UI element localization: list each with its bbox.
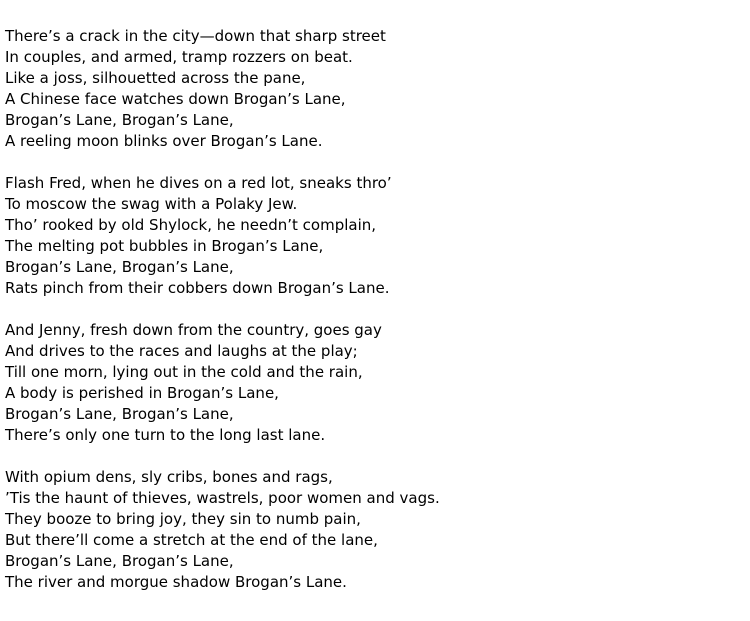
- poem-line: With opium dens, sly cribs, bones and rags,: [5, 468, 333, 486]
- poem-line: Like a joss, silhouetted across the pane,: [5, 69, 306, 87]
- poem-line: To moscow the swag with a Polaky Jew.: [5, 195, 298, 213]
- poem-line: They booze to bring joy, they sin to numb pain,: [5, 510, 361, 528]
- stanza-1: [5, 26, 440, 152]
- poem-line: Brogan’s Lane, Brogan’s Lane,: [5, 111, 234, 129]
- poem-line: Flash Fred, when he dives on a red lot, sneaks thro’: [5, 174, 392, 192]
- poem-line: Till one morn, lying out in the cold and the rain,: [5, 363, 363, 381]
- poem-line: Tho’ rooked by old Shylock, he needn’t complain,: [5, 216, 377, 234]
- stanza-2: [5, 173, 440, 299]
- poem-line: A reeling moon blinks over Brogan’s Lane.: [5, 132, 323, 150]
- poem-line: The river and morgue shadow Brogan’s Lane.: [5, 573, 347, 591]
- poem-line: And Jenny, fresh down from the country, goes gay: [5, 321, 382, 339]
- poem-line: Brogan’s Lane, Brogan’s Lane,: [5, 258, 234, 276]
- poem-line: In couples, and armed, tramp rozzers on beat.: [5, 48, 353, 66]
- poem-line: A body is perished in Brogan’s Lane,: [5, 384, 279, 402]
- poem-text: [5, 26, 440, 593]
- poem-line: Brogan’s Lane, Brogan’s Lane,: [5, 552, 234, 570]
- stanza-4: [5, 467, 440, 593]
- poem-line: ’Tis the haunt of thieves, wastrels, poor women and vags.: [5, 489, 440, 507]
- poem-line: There’s a crack in the city—down that sharp street: [5, 27, 386, 45]
- poem-line: But there’ll come a stretch at the end of the lane,: [5, 531, 378, 549]
- poem-line: There’s only one turn to the long last lane.: [5, 426, 326, 444]
- poem-line: Rats pinch from their cobbers down Brogan’s Lane.: [5, 279, 390, 297]
- stanza-3: [5, 320, 440, 446]
- poem-line: And drives to the races and laughs at the play;: [5, 342, 358, 360]
- poem-line: The melting pot bubbles in Brogan’s Lane,: [5, 237, 324, 255]
- poem-line: Brogan’s Lane, Brogan’s Lane,: [5, 405, 234, 423]
- poem-line: A Chinese face watches down Brogan’s Lane,: [5, 90, 346, 108]
